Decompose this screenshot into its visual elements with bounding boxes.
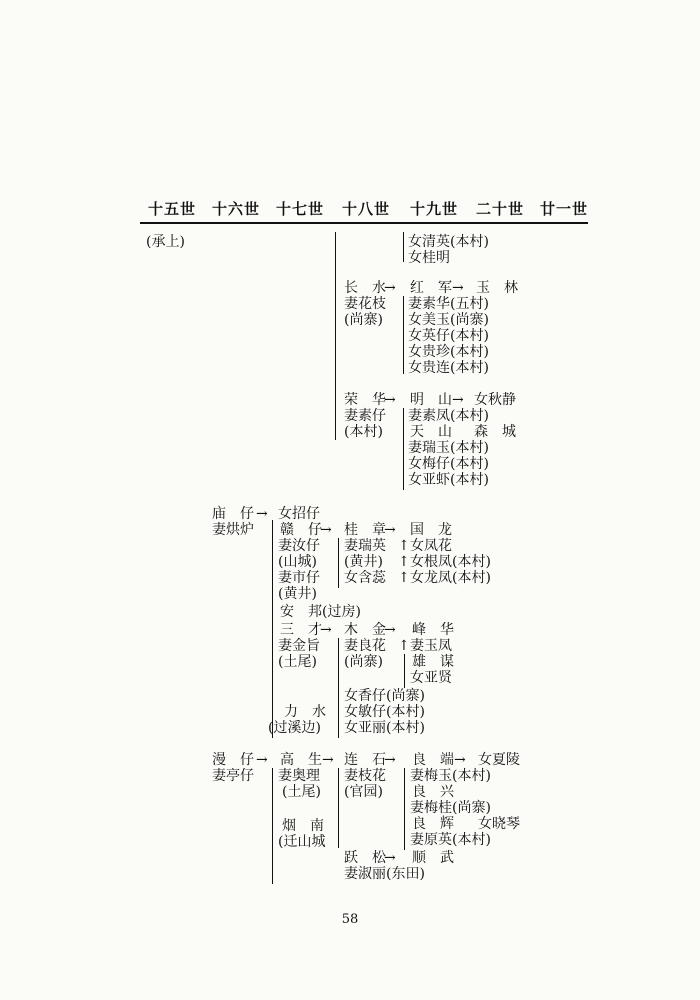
vertical-connector	[338, 768, 339, 848]
generation-20: 二十世	[476, 200, 525, 218]
entry: (尚寨)	[344, 654, 383, 670]
arrow-right-icon: →	[320, 622, 332, 638]
entry: 长 水	[344, 280, 386, 296]
entry: 天 山	[410, 424, 452, 440]
entry: 良 辉	[412, 816, 454, 832]
entry: 妻瑞英	[344, 538, 386, 554]
vertical-connector	[404, 654, 405, 688]
arrow-up-icon: ↑	[398, 554, 410, 570]
entry: (黄井)	[278, 586, 317, 602]
arrow-right-icon: →	[322, 752, 334, 768]
vertical-connector	[338, 538, 339, 588]
arrow-up-icon: ↑	[398, 570, 410, 586]
entry: 妻花枝	[344, 296, 386, 312]
arrow-right-icon: →	[256, 506, 268, 522]
arrow-up-icon: ↑	[398, 538, 410, 554]
entry: 女龙凤(本村)	[410, 570, 491, 586]
entry: 女敏仔(本村)	[344, 704, 425, 720]
entry: 女美玉(尚寨)	[408, 312, 489, 328]
arrow-right-icon: →	[384, 622, 396, 638]
entry: 女贵连(本村)	[408, 360, 489, 376]
entry: 力 水	[284, 704, 326, 720]
entry: 跃 松	[344, 850, 386, 866]
generation-15: 十五世	[148, 200, 197, 218]
entry: 妻梅桂(尚寨)	[410, 800, 491, 816]
entry: (迁山城	[278, 834, 326, 850]
entry: 妻良花	[344, 638, 386, 654]
generation-17: 十七世	[276, 200, 325, 218]
entry: 妻枝花	[344, 768, 386, 784]
entry: 妻烘炉	[212, 522, 254, 538]
arrow-right-icon: →	[384, 752, 396, 768]
entry: 女清英(本村)	[408, 234, 489, 250]
entry: 顺 武	[412, 850, 454, 866]
entry: 女晓琴	[478, 816, 520, 832]
page-number: 58	[341, 912, 359, 927]
entry: 女凤花	[410, 538, 452, 554]
vertical-connector	[403, 232, 404, 262]
generation-19: 十九世	[410, 200, 459, 218]
entry: (土尾)	[278, 654, 317, 670]
generation-16: 十六世	[212, 200, 261, 218]
header-rule	[140, 222, 588, 224]
entry: 良 兴	[412, 784, 454, 800]
entry: (山城)	[278, 554, 317, 570]
entry: (官园)	[344, 784, 383, 800]
entry: 妻亭仔	[212, 768, 254, 784]
entry: 庙 仔	[212, 506, 254, 522]
vertical-connector	[403, 408, 404, 490]
entry: 女夏陵	[478, 752, 520, 768]
entry: 妻奥理	[278, 768, 320, 784]
entry: 木 金	[344, 622, 386, 638]
entry: 桂 章	[344, 522, 386, 538]
arrow-right-icon: →	[256, 752, 268, 768]
entry: 女招仔	[278, 506, 320, 522]
entry: 女香仔(尚寨)	[344, 688, 425, 704]
entry: 妻素华(五村)	[408, 296, 489, 312]
entry: 女亚虾(本村)	[408, 472, 489, 488]
entry: 妻市仔	[278, 570, 320, 586]
arrow-up-icon: ↑	[398, 638, 410, 654]
entry: 漫 仔	[212, 752, 254, 768]
entry: 良 端	[412, 752, 454, 768]
entry: 女亚丽(本村)	[344, 720, 425, 736]
entry: 峰 华	[412, 622, 454, 638]
entry: 高 生	[280, 752, 322, 768]
entry: 森 城	[474, 424, 516, 440]
entry: 女亚贤	[410, 670, 452, 686]
entry: 妻瑞玉(本村)	[408, 440, 489, 456]
entry: 国 龙	[410, 522, 452, 538]
entry: (尚寨)	[344, 312, 383, 328]
entry: 三 才	[280, 622, 322, 638]
continued-label: (承上)	[146, 234, 185, 250]
vertical-connector	[403, 296, 404, 374]
entry: 女含蕊	[344, 570, 386, 586]
entry: 女英仔(本村)	[408, 328, 489, 344]
entry: 连 石	[344, 752, 386, 768]
arrow-right-icon: →	[452, 392, 464, 408]
entry: 安 邦(过房)	[280, 604, 361, 620]
entry: 女根凤(本村)	[410, 554, 491, 570]
entry: (本村)	[344, 424, 383, 440]
entry: 雄 谋	[412, 654, 454, 670]
entry: (黄井)	[344, 554, 383, 570]
entry: (土尾)	[282, 784, 321, 800]
entry: 妻玉凤	[410, 638, 452, 654]
entry: 妻原英(本村)	[410, 832, 491, 848]
entry: 妻素凤(本村)	[408, 408, 489, 424]
entry: 妻素仔	[344, 408, 386, 424]
vertical-connector	[272, 520, 273, 738]
entry: 明 山	[410, 392, 452, 408]
entry: 女梅仔(本村)	[408, 456, 489, 472]
vertical-connector	[272, 768, 273, 884]
entry: 红 军	[410, 280, 452, 296]
entry: 妻汝仔	[278, 538, 320, 554]
entry: 荣 华	[344, 392, 386, 408]
entry: 烟 南	[282, 818, 324, 834]
arrow-right-icon: →	[384, 392, 396, 408]
entry: 女贵珍(本村)	[408, 344, 489, 360]
vertical-connector	[338, 638, 339, 738]
entry: 妻淑丽(东田)	[344, 866, 425, 882]
generation-18: 十八世	[342, 200, 391, 218]
arrow-right-icon: →	[320, 522, 332, 538]
entry: 女桂明	[408, 250, 450, 266]
vertical-connector	[335, 232, 336, 440]
arrow-right-icon: →	[384, 522, 396, 538]
entry: 妻梅玉(本村)	[410, 768, 491, 784]
arrow-right-icon: →	[384, 280, 396, 296]
vertical-connector	[404, 768, 405, 850]
arrow-right-icon: →	[384, 850, 396, 866]
entry: 女秋静	[474, 392, 516, 408]
entry: 玉 林	[476, 280, 518, 296]
arrow-right-icon: →	[454, 752, 466, 768]
generation-21: 廿一世	[540, 200, 589, 218]
entry: 妻金旨	[278, 638, 320, 654]
entry: (过溪边)	[268, 720, 321, 736]
entry: 赣 仔	[280, 522, 322, 538]
arrow-right-icon: →	[452, 280, 464, 296]
